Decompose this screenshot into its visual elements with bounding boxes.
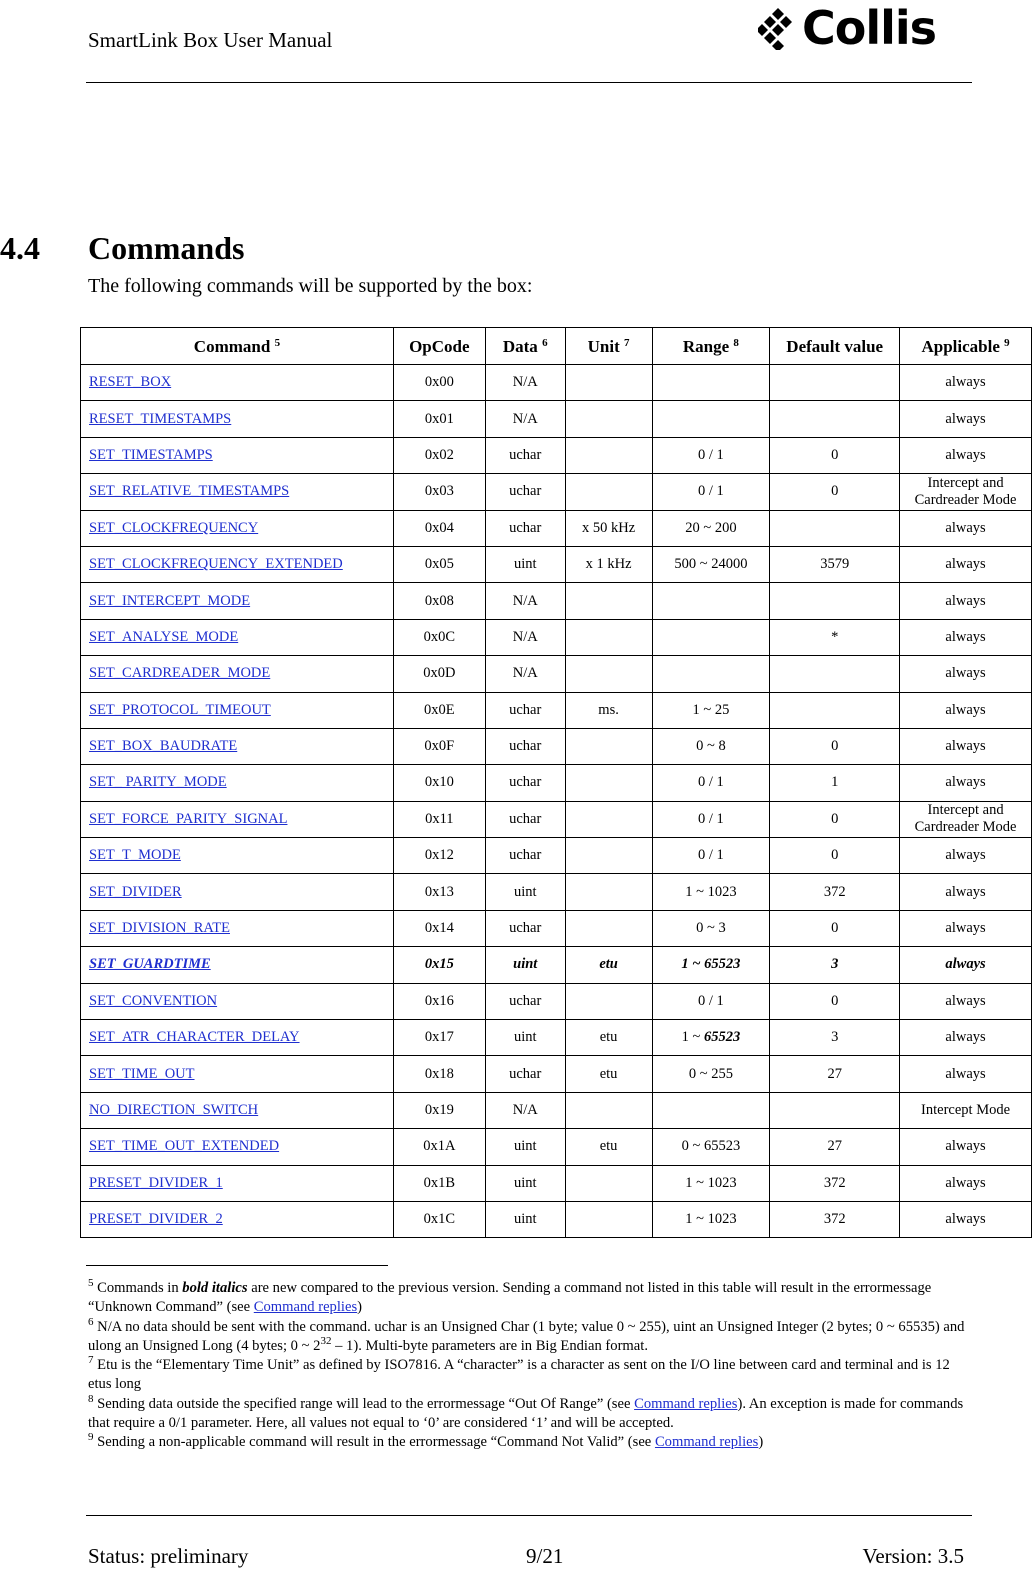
table-row bbox=[81, 1092, 1032, 1128]
command-link[interactable]: SET_CONVENTION bbox=[89, 992, 218, 1009]
cell-command bbox=[81, 583, 394, 619]
column-header-label: Data bbox=[502, 336, 538, 356]
footnote-5 bbox=[88, 1279, 968, 1318]
footnote-marker: 7 bbox=[88, 1354, 94, 1367]
cell-opcode: 0x15 bbox=[393, 947, 485, 983]
cell-range bbox=[652, 1020, 770, 1056]
cell-default: 0 bbox=[770, 910, 900, 946]
cell-opcode: 0x16 bbox=[393, 983, 485, 1019]
cell-range bbox=[652, 401, 770, 437]
footnote-text: Etu is the “Elementary Time Unit” as defined by ISO7816. A “character” is a character as sent on the I/O line between card and terminal and is 12 etus long bbox=[88, 1357, 950, 1393]
cell-applicable: always bbox=[900, 692, 1032, 728]
command-replies-link[interactable]: Command replies bbox=[634, 1395, 738, 1412]
cell-applicable: Intercept and Cardreader Mode bbox=[900, 474, 1032, 510]
cell-applicable: always bbox=[900, 947, 1032, 983]
cell-data: uint bbox=[485, 1165, 565, 1201]
cell-command bbox=[81, 1165, 394, 1201]
command-link[interactable]: SET_BOX_BAUDRATE bbox=[89, 738, 238, 755]
cell-command bbox=[81, 947, 394, 983]
cell-default: 27 bbox=[770, 1056, 900, 1092]
cell-data: N/A bbox=[485, 365, 565, 401]
footnote-text: are new compared to the previous version. Sending a command not listed in this table will result in the errormessage “Unknown Command” (see bbox=[88, 1280, 932, 1316]
cell-range: 1 ~ 65523 bbox=[652, 947, 770, 983]
cell-applicable: always bbox=[900, 983, 1032, 1019]
cell-applicable: always bbox=[900, 583, 1032, 619]
cell-default: 0 bbox=[770, 474, 900, 510]
cell-data: uint bbox=[485, 1020, 565, 1056]
cell-default: 1 bbox=[770, 765, 900, 801]
cell-default bbox=[770, 401, 900, 437]
cell-unit: etu bbox=[565, 1056, 652, 1092]
range-emphasis: 65523 bbox=[703, 1029, 741, 1046]
cell-opcode: 0x01 bbox=[393, 401, 485, 437]
cell-range bbox=[652, 619, 770, 655]
footnote-marker: 5 bbox=[88, 1277, 94, 1290]
cell-unit: ms. bbox=[565, 692, 652, 728]
cell-command bbox=[81, 838, 394, 874]
command-link[interactable]: SET_CLOCKFREQUENCY_EXTENDED bbox=[89, 556, 343, 573]
cell-applicable: always bbox=[900, 437, 1032, 473]
cell-range: 0 ~ 8 bbox=[652, 728, 770, 764]
cell-data: uchar bbox=[485, 728, 565, 764]
footnote-marker: 8 bbox=[88, 1392, 94, 1405]
command-link[interactable]: RESET_TIMESTAMPS bbox=[89, 410, 232, 427]
column-header bbox=[81, 328, 394, 365]
cell-default bbox=[770, 692, 900, 728]
command-link[interactable]: SET_T_MODE bbox=[89, 847, 181, 864]
cell-command bbox=[81, 656, 394, 692]
cell-unit bbox=[565, 401, 652, 437]
cell-command bbox=[81, 474, 394, 510]
cell-command bbox=[81, 801, 394, 837]
command-link[interactable]: SET_DIVISION_RATE bbox=[89, 920, 230, 937]
cell-opcode: 0x12 bbox=[393, 838, 485, 874]
cell-default: 372 bbox=[770, 874, 900, 910]
table-row bbox=[81, 365, 1032, 401]
cell-opcode: 0x13 bbox=[393, 874, 485, 910]
cell-range: 0 ~ 65523 bbox=[652, 1129, 770, 1165]
cell-range: 1 ~ 1023 bbox=[652, 874, 770, 910]
table-row bbox=[81, 583, 1032, 619]
cell-default bbox=[770, 365, 900, 401]
cell-opcode: 0x0D bbox=[393, 656, 485, 692]
table-row bbox=[81, 947, 1032, 983]
cell-default: 3 bbox=[770, 1020, 900, 1056]
table-row bbox=[81, 1129, 1032, 1165]
cell-range: 0 ~ 3 bbox=[652, 910, 770, 946]
cell-applicable: always bbox=[900, 1129, 1032, 1165]
cell-default bbox=[770, 1092, 900, 1128]
cell-default bbox=[770, 510, 900, 546]
cell-opcode: 0x17 bbox=[393, 1020, 485, 1056]
cell-default bbox=[770, 656, 900, 692]
cell-unit bbox=[565, 910, 652, 946]
cell-command bbox=[81, 365, 394, 401]
command-link[interactable]: SET_PROTOCOL_TIMEOUT bbox=[89, 701, 271, 718]
footnote-7 bbox=[88, 1356, 968, 1395]
cell-range: 0 ~ 255 bbox=[652, 1056, 770, 1092]
table-row bbox=[81, 1020, 1032, 1056]
cell-unit: x 50 kHz bbox=[565, 510, 652, 546]
cell-default: 0 bbox=[770, 728, 900, 764]
cell-unit bbox=[565, 728, 652, 764]
cell-data: N/A bbox=[485, 1092, 565, 1128]
footer-page-number: 9/21 bbox=[526, 1544, 564, 1568]
cell-command bbox=[81, 401, 394, 437]
cell-command bbox=[81, 910, 394, 946]
cell-opcode: 0x11 bbox=[393, 801, 485, 837]
cell-default: 27 bbox=[770, 1129, 900, 1165]
command-link[interactable]: SET_DIVIDER bbox=[89, 883, 182, 900]
table-row bbox=[81, 546, 1032, 582]
cell-opcode: 0x0F bbox=[393, 728, 485, 764]
cell-applicable: always bbox=[900, 656, 1032, 692]
cell-range: 0 / 1 bbox=[652, 474, 770, 510]
command-link[interactable]: PRESET_DIVIDER_2 bbox=[89, 1211, 223, 1228]
cell-data: uint bbox=[485, 947, 565, 983]
cell-opcode: 0x02 bbox=[393, 437, 485, 473]
table-row bbox=[81, 874, 1032, 910]
command-link[interactable]: RESET_BOX bbox=[89, 374, 172, 391]
cell-unit bbox=[565, 437, 652, 473]
cell-opcode: 0x05 bbox=[393, 546, 485, 582]
cell-command bbox=[81, 619, 394, 655]
table-row bbox=[81, 910, 1032, 946]
table-row bbox=[81, 437, 1032, 473]
cell-opcode: 0x18 bbox=[393, 1056, 485, 1092]
table-row bbox=[81, 619, 1032, 655]
cell-command bbox=[81, 983, 394, 1019]
command-link[interactable]: SET_ANALYSE_MODE bbox=[89, 628, 239, 645]
cell-applicable: always bbox=[900, 728, 1032, 764]
commands-table bbox=[80, 327, 1032, 1238]
footnote-text: ) bbox=[758, 1434, 764, 1451]
cell-range: 0 / 1 bbox=[652, 765, 770, 801]
cell-range: 20 ~ 200 bbox=[652, 510, 770, 546]
cell-range bbox=[652, 1092, 770, 1128]
cell-opcode: 0x1B bbox=[393, 1165, 485, 1201]
cell-applicable: always bbox=[900, 765, 1032, 801]
cell-data: uchar bbox=[485, 765, 565, 801]
cell-applicable: always bbox=[900, 874, 1032, 910]
cell-unit bbox=[565, 1165, 652, 1201]
footnote-ref: 5 bbox=[274, 336, 281, 349]
cell-default: 0 bbox=[770, 838, 900, 874]
footer-divider bbox=[86, 1515, 972, 1516]
cell-default: 372 bbox=[770, 1165, 900, 1201]
cell-applicable: always bbox=[900, 1056, 1032, 1092]
cell-range: 1 ~ 1023 bbox=[652, 1165, 770, 1201]
cell-data: uint bbox=[485, 546, 565, 582]
cell-command bbox=[81, 692, 394, 728]
cell-data: uchar bbox=[485, 510, 565, 546]
table-row bbox=[81, 801, 1032, 837]
cell-data: N/A bbox=[485, 619, 565, 655]
command-link[interactable]: SET_TIMESTAMPS bbox=[89, 446, 213, 463]
cell-command bbox=[81, 765, 394, 801]
cell-data: uchar bbox=[485, 437, 565, 473]
cell-unit bbox=[565, 838, 652, 874]
cell-default: 3 bbox=[770, 947, 900, 983]
column-header-label: Applicable bbox=[921, 336, 1000, 356]
footnote-ref: 8 bbox=[733, 336, 739, 349]
cell-command bbox=[81, 546, 394, 582]
cell-applicable: always bbox=[900, 1020, 1032, 1056]
cell-range: 500 ~ 24000 bbox=[652, 546, 770, 582]
footnote-text: ). An exception is made for commands that require a 0/1 parameter. Here, all values not equal to ‘0’ are considered ‘1’ and will be accepted. bbox=[88, 1395, 964, 1432]
command-link[interactable]: SET_CARDREADER_MODE bbox=[89, 665, 271, 682]
cell-data: uchar bbox=[485, 838, 565, 874]
cell-command bbox=[81, 437, 394, 473]
table-row bbox=[81, 1201, 1032, 1237]
cell-default: 372 bbox=[770, 1201, 900, 1237]
cell-default: 0 bbox=[770, 983, 900, 1019]
command-link[interactable]: PRESET_DIVIDER_1 bbox=[89, 1174, 223, 1191]
footnote-emphasis: bold italics bbox=[182, 1280, 248, 1296]
table-row bbox=[81, 656, 1032, 692]
cell-data: N/A bbox=[485, 401, 565, 437]
section-intro: The following commands will be supported by the box: bbox=[88, 275, 533, 297]
cell-opcode: 0x10 bbox=[393, 765, 485, 801]
cell-applicable: always bbox=[900, 838, 1032, 874]
cell-unit bbox=[565, 765, 652, 801]
command-replies-link[interactable]: Command replies bbox=[253, 1299, 358, 1316]
footnote-marker: 6 bbox=[88, 1315, 94, 1328]
command-link[interactable]: SET_GUARDTIME bbox=[89, 956, 211, 973]
cell-applicable: Intercept and Cardreader Mode bbox=[900, 801, 1032, 837]
cell-range: 0 / 1 bbox=[652, 437, 770, 473]
footnote-ref: 6 bbox=[542, 336, 548, 349]
cell-command bbox=[81, 728, 394, 764]
cell-applicable: always bbox=[900, 1165, 1032, 1201]
cell-range bbox=[652, 583, 770, 619]
exponent: 32 bbox=[320, 1335, 332, 1348]
cell-range bbox=[652, 656, 770, 692]
table-row bbox=[81, 692, 1032, 728]
footnote-text: ) bbox=[357, 1299, 362, 1316]
cell-command bbox=[81, 1020, 394, 1056]
cell-unit bbox=[565, 983, 652, 1019]
cell-data: uchar bbox=[485, 983, 565, 1019]
section-title: Commands bbox=[88, 230, 245, 266]
table-header-row bbox=[81, 328, 1032, 365]
cell-default: 3579 bbox=[770, 546, 900, 582]
cell-unit bbox=[565, 874, 652, 910]
cell-default bbox=[770, 583, 900, 619]
cell-applicable: always bbox=[900, 1201, 1032, 1237]
cell-command bbox=[81, 1092, 394, 1128]
cell-range bbox=[652, 365, 770, 401]
command-link[interactable]: SET_TIME_OUT_EXTENDED bbox=[89, 1138, 280, 1155]
cell-opcode: 0x0C bbox=[393, 619, 485, 655]
table-row bbox=[81, 728, 1032, 764]
footnote-text: N/A no data should be sent with the command. uchar is an Unsigned Char (1 byte; value 0 ~ 255), uint an Unsigned Integer (2 bytes; 0 ~ 65535) and ulong an Unsigned Long (4 bytes; 0 ~ 2 bbox=[88, 1318, 965, 1354]
range-prefix: 1 ~ bbox=[681, 1029, 704, 1046]
section-number: 4.4 bbox=[0, 230, 40, 266]
command-link[interactable]: SET_TIME_OUT bbox=[89, 1065, 195, 1082]
command-link[interactable]: SET_FORCE_PARITY_SIGNAL bbox=[89, 810, 288, 827]
table-row bbox=[81, 838, 1032, 874]
cell-default: 0 bbox=[770, 801, 900, 837]
cell-data: N/A bbox=[485, 583, 565, 619]
command-replies-link[interactable]: Command replies bbox=[654, 1434, 759, 1451]
cell-data: uint bbox=[485, 1201, 565, 1237]
cell-opcode: 0x1C bbox=[393, 1201, 485, 1237]
cell-unit bbox=[565, 801, 652, 837]
cell-command bbox=[81, 874, 394, 910]
cell-applicable: Intercept Mode bbox=[900, 1092, 1032, 1128]
command-link[interactable]: SET_CLOCKFREQUENCY bbox=[89, 519, 259, 536]
footer-status: Status: preliminary bbox=[88, 1544, 249, 1568]
header-divider bbox=[86, 82, 972, 83]
column-header bbox=[393, 328, 485, 365]
collis-logo bbox=[758, 1, 937, 55]
cell-unit bbox=[565, 1092, 652, 1128]
column-header-label: Unit bbox=[587, 336, 620, 356]
cell-range: 0 / 1 bbox=[652, 838, 770, 874]
cell-range: 0 / 1 bbox=[652, 983, 770, 1019]
table-row bbox=[81, 401, 1032, 437]
cell-opcode: 0x00 bbox=[393, 365, 485, 401]
cell-applicable: always bbox=[900, 401, 1032, 437]
cell-opcode: 0x19 bbox=[393, 1092, 485, 1128]
table-row bbox=[81, 474, 1032, 510]
cell-unit bbox=[565, 474, 652, 510]
footnote-text: Sending data outside the specified range will lead to the errormessage “Out Of Range” (see bbox=[93, 1395, 635, 1412]
table-row bbox=[81, 1165, 1032, 1201]
footnote-ref: 7 bbox=[624, 336, 630, 349]
footnotes bbox=[88, 1279, 968, 1453]
column-header bbox=[770, 328, 900, 365]
column-header-label: Default value bbox=[786, 336, 884, 356]
logo-wordmark: Collis bbox=[802, 1, 937, 55]
cell-unit: x 1 kHz bbox=[565, 546, 652, 582]
column-header-label: Command bbox=[193, 336, 271, 356]
cell-unit bbox=[565, 619, 652, 655]
command-link[interactable]: SET_RELATIVE_TIMESTAMPS bbox=[89, 483, 290, 500]
cell-command bbox=[81, 510, 394, 546]
command-link[interactable]: SET_ATR_CHARACTER_DELAY bbox=[89, 1029, 300, 1046]
cell-applicable: always bbox=[900, 510, 1032, 546]
cell-opcode: 0x08 bbox=[393, 583, 485, 619]
cell-applicable: always bbox=[900, 619, 1032, 655]
table-row bbox=[81, 983, 1032, 1019]
cell-applicable: always bbox=[900, 910, 1032, 946]
cell-range: 1 ~ 1023 bbox=[652, 1201, 770, 1237]
cell-opcode: 0x04 bbox=[393, 510, 485, 546]
cell-opcode: 0x03 bbox=[393, 474, 485, 510]
footnote-text: – 1). Multi-byte parameters are in Big Endian format. bbox=[331, 1337, 648, 1354]
document-header-title: SmartLink Box User Manual bbox=[88, 28, 333, 52]
cell-command bbox=[81, 1129, 394, 1165]
cell-range: 0 / 1 bbox=[652, 801, 770, 837]
table-row bbox=[81, 765, 1032, 801]
cell-range: 1 ~ 25 bbox=[652, 692, 770, 728]
cell-data: uchar bbox=[485, 474, 565, 510]
table-row bbox=[81, 510, 1032, 546]
footnote-6 bbox=[88, 1315, 968, 1357]
cell-data: uint bbox=[485, 1129, 565, 1165]
cell-command bbox=[81, 1056, 394, 1092]
column-header bbox=[485, 328, 565, 365]
cell-applicable: always bbox=[900, 546, 1032, 582]
table-row bbox=[81, 1056, 1032, 1092]
cell-unit bbox=[565, 365, 652, 401]
cell-data: N/A bbox=[485, 656, 565, 692]
column-header bbox=[565, 328, 652, 365]
cell-default: 0 bbox=[770, 437, 900, 473]
command-link[interactable]: SET_ PARITY_MODE bbox=[89, 774, 227, 791]
cell-data: uchar bbox=[485, 801, 565, 837]
cell-opcode: 0x1A bbox=[393, 1129, 485, 1165]
cell-command bbox=[81, 1201, 394, 1237]
footnote-9 bbox=[88, 1433, 968, 1452]
footnote-marker: 9 bbox=[88, 1431, 94, 1444]
cell-data: uchar bbox=[485, 692, 565, 728]
cell-unit: etu bbox=[565, 947, 652, 983]
diamond-grid-logo-icon bbox=[758, 6, 798, 50]
footnote-divider bbox=[86, 1265, 388, 1266]
cell-data: uint bbox=[485, 874, 565, 910]
cell-applicable: always bbox=[900, 365, 1032, 401]
cell-unit bbox=[565, 1201, 652, 1237]
column-header-label: OpCode bbox=[409, 336, 470, 356]
cell-data: uchar bbox=[485, 910, 565, 946]
footnote-ref: 9 bbox=[1004, 336, 1010, 349]
cell-default: * bbox=[770, 619, 900, 655]
column-header-label: Range bbox=[682, 336, 730, 356]
footer-version: Version: 3.5 bbox=[862, 1544, 964, 1568]
footnote-text: Sending a non-applicable command will result in the errormessage “Command Not Valid” (see bbox=[93, 1434, 655, 1451]
cell-data: uchar bbox=[485, 1056, 565, 1092]
footnote-8 bbox=[88, 1392, 968, 1434]
footnote-text: Commands in bbox=[93, 1280, 183, 1296]
column-header bbox=[652, 328, 770, 365]
cell-unit: etu bbox=[565, 1020, 652, 1056]
cell-opcode: 0x14 bbox=[393, 910, 485, 946]
cell-unit bbox=[565, 656, 652, 692]
command-link[interactable]: NO_DIRECTION_SWITCH bbox=[89, 1102, 259, 1118]
command-link[interactable]: SET_INTERCEPT_MODE bbox=[89, 592, 251, 609]
cell-unit: etu bbox=[565, 1129, 652, 1165]
cell-unit bbox=[565, 583, 652, 619]
cell-opcode: 0x0E bbox=[393, 692, 485, 728]
column-header bbox=[900, 328, 1032, 365]
